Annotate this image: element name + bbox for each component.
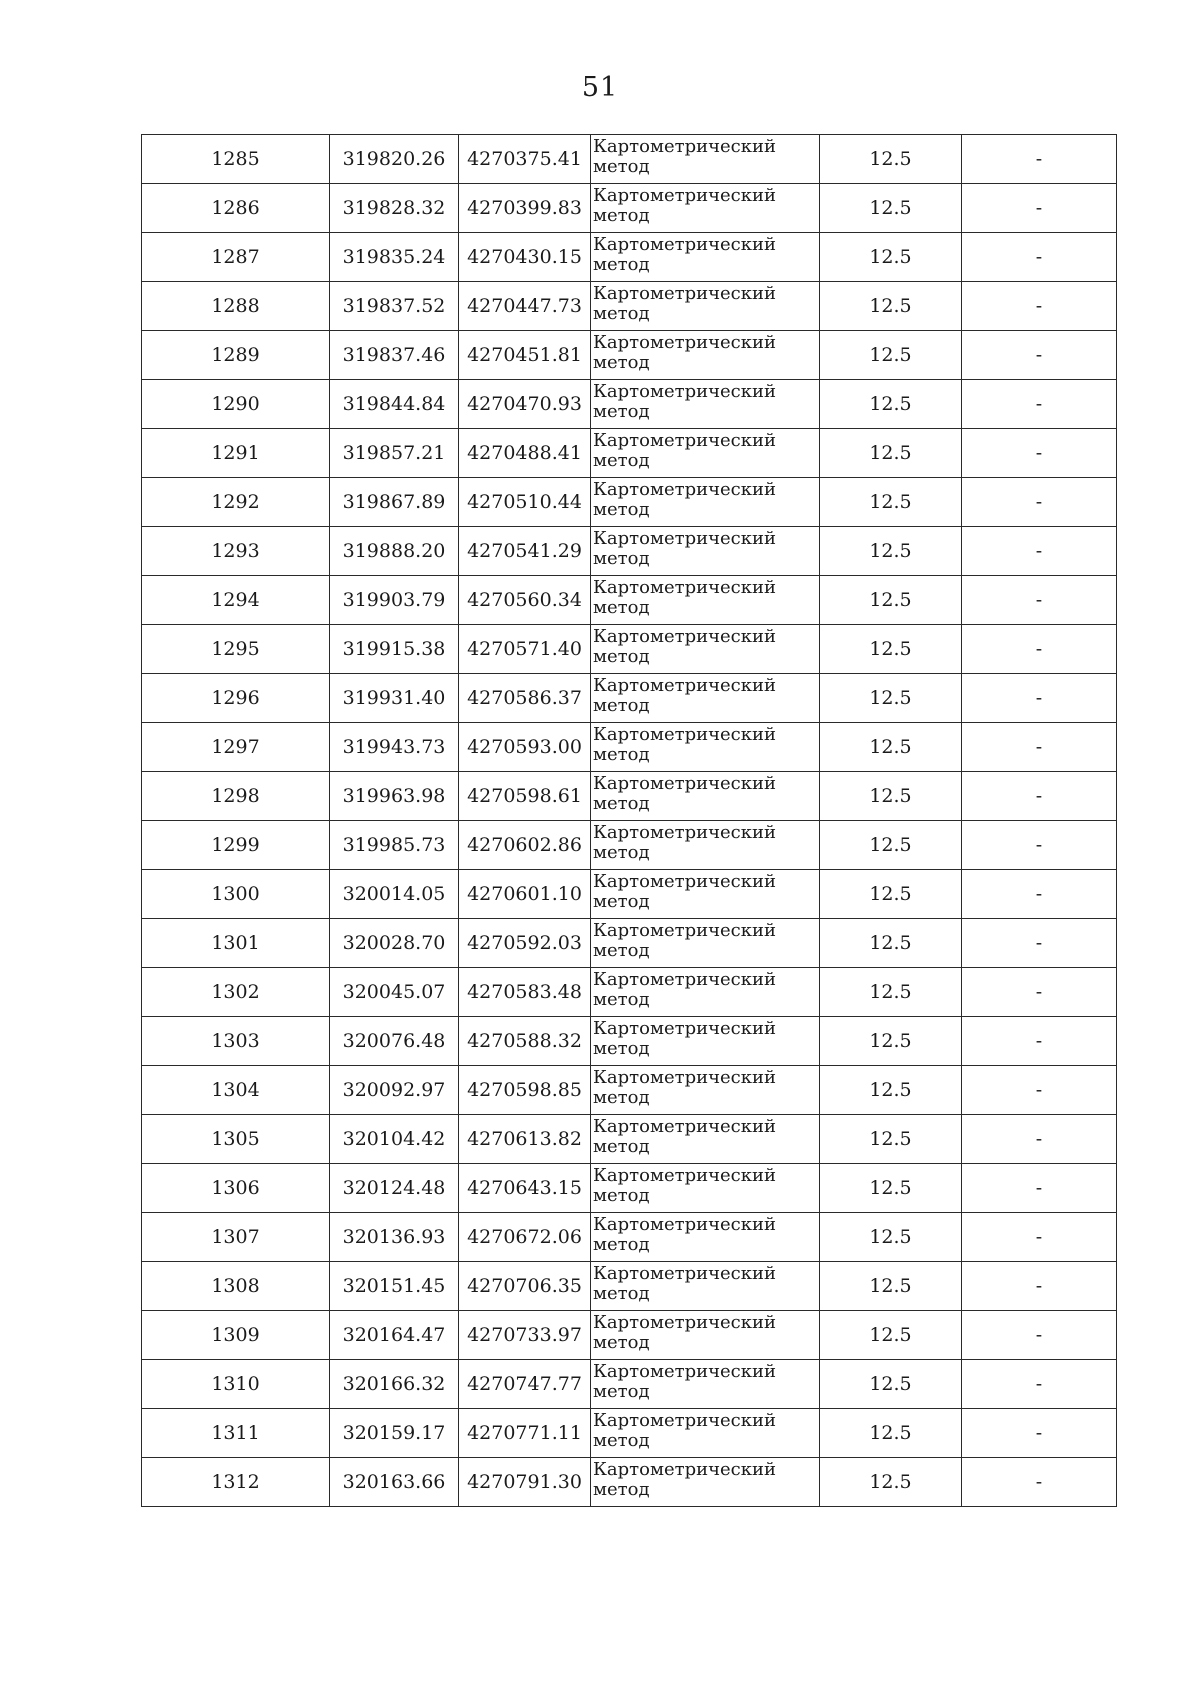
accuracy-cell: 12.5 — [820, 135, 962, 184]
table-row — [142, 380, 1117, 429]
accuracy-cell: 12.5 — [820, 1066, 962, 1115]
method-cell: Картометрический метод — [591, 1262, 820, 1311]
note-cell: - — [962, 233, 1117, 282]
method-cell: Картометрический метод — [591, 772, 820, 821]
method-cell: Картометрический метод — [591, 527, 820, 576]
method-cell: Картометрический метод — [591, 919, 820, 968]
table-row — [142, 1213, 1117, 1262]
method-cell: Картометрический метод — [591, 1458, 820, 1507]
method-cell: Картометрический метод — [591, 723, 820, 772]
y-coordinate-cell: 4270643.15 — [459, 1164, 591, 1213]
note-cell: - — [962, 478, 1117, 527]
y-coordinate-cell: 4270771.11 — [459, 1409, 591, 1458]
table-row — [142, 674, 1117, 723]
method-cell: Картометрический метод — [591, 429, 820, 478]
point-number-cell: 1307 — [142, 1213, 330, 1262]
accuracy-cell: 12.5 — [820, 1409, 962, 1458]
note-cell: - — [962, 1164, 1117, 1213]
method-cell: Картометрический метод — [591, 625, 820, 674]
y-coordinate-cell: 4270470.93 — [459, 380, 591, 429]
table-row — [142, 821, 1117, 870]
x-coordinate-cell: 320045.07 — [330, 968, 459, 1017]
point-number-cell: 1304 — [142, 1066, 330, 1115]
y-coordinate-cell: 4270375.41 — [459, 135, 591, 184]
accuracy-cell: 12.5 — [820, 870, 962, 919]
note-cell: - — [962, 1066, 1117, 1115]
point-number-cell: 1298 — [142, 772, 330, 821]
y-coordinate-cell: 4270613.82 — [459, 1115, 591, 1164]
note-cell: - — [962, 1409, 1117, 1458]
accuracy-cell: 12.5 — [820, 723, 962, 772]
method-cell: Картометрический метод — [591, 1213, 820, 1262]
table-row — [142, 478, 1117, 527]
method-cell: Картометрический метод — [591, 674, 820, 723]
y-coordinate-cell: 4270488.41 — [459, 429, 591, 478]
table-row — [142, 282, 1117, 331]
table-row — [142, 1311, 1117, 1360]
x-coordinate-cell: 320136.93 — [330, 1213, 459, 1262]
x-coordinate-cell: 319835.24 — [330, 233, 459, 282]
accuracy-cell: 12.5 — [820, 772, 962, 821]
table-row — [142, 870, 1117, 919]
method-cell: Картометрический метод — [591, 968, 820, 1017]
table-row — [142, 1115, 1117, 1164]
x-coordinate-cell: 320164.47 — [330, 1311, 459, 1360]
x-coordinate-cell: 320124.48 — [330, 1164, 459, 1213]
point-number-cell: 1290 — [142, 380, 330, 429]
note-cell: - — [962, 1458, 1117, 1507]
table-row — [142, 429, 1117, 478]
y-coordinate-cell: 4270733.97 — [459, 1311, 591, 1360]
note-cell: - — [962, 1311, 1117, 1360]
accuracy-cell: 12.5 — [820, 968, 962, 1017]
method-cell: Картометрический метод — [591, 233, 820, 282]
point-number-cell: 1308 — [142, 1262, 330, 1311]
table-row — [142, 968, 1117, 1017]
method-cell: Картометрический метод — [591, 1164, 820, 1213]
table-row — [142, 1017, 1117, 1066]
table-row — [142, 527, 1117, 576]
point-number-cell: 1302 — [142, 968, 330, 1017]
x-coordinate-cell: 319931.40 — [330, 674, 459, 723]
point-number-cell: 1296 — [142, 674, 330, 723]
note-cell: - — [962, 772, 1117, 821]
method-cell: Картометрический метод — [591, 184, 820, 233]
x-coordinate-cell: 319985.73 — [330, 821, 459, 870]
accuracy-cell: 12.5 — [820, 1213, 962, 1262]
accuracy-cell: 12.5 — [820, 282, 962, 331]
accuracy-cell: 12.5 — [820, 1115, 962, 1164]
table-row — [142, 576, 1117, 625]
note-cell: - — [962, 429, 1117, 478]
point-number-cell: 1299 — [142, 821, 330, 870]
y-coordinate-cell: 4270560.34 — [459, 576, 591, 625]
note-cell: - — [962, 184, 1117, 233]
accuracy-cell: 12.5 — [820, 331, 962, 380]
y-coordinate-cell: 4270592.03 — [459, 919, 591, 968]
point-number-cell: 1288 — [142, 282, 330, 331]
point-number-cell: 1311 — [142, 1409, 330, 1458]
point-number-cell: 1297 — [142, 723, 330, 772]
accuracy-cell: 12.5 — [820, 919, 962, 968]
x-coordinate-cell: 319844.84 — [330, 380, 459, 429]
table-row — [142, 184, 1117, 233]
x-coordinate-cell: 319915.38 — [330, 625, 459, 674]
accuracy-cell: 12.5 — [820, 1311, 962, 1360]
point-number-cell: 1287 — [142, 233, 330, 282]
y-coordinate-cell: 4270747.77 — [459, 1360, 591, 1409]
y-coordinate-cell: 4270588.32 — [459, 1017, 591, 1066]
accuracy-cell: 12.5 — [820, 233, 962, 282]
x-coordinate-cell: 320104.42 — [330, 1115, 459, 1164]
table-row — [142, 1360, 1117, 1409]
note-cell: - — [962, 1262, 1117, 1311]
accuracy-cell: 12.5 — [820, 1360, 962, 1409]
y-coordinate-cell: 4270583.48 — [459, 968, 591, 1017]
table-row — [142, 233, 1117, 282]
y-coordinate-cell: 4270541.29 — [459, 527, 591, 576]
point-number-cell: 1301 — [142, 919, 330, 968]
point-number-cell: 1303 — [142, 1017, 330, 1066]
point-number-cell: 1295 — [142, 625, 330, 674]
method-cell: Картометрический метод — [591, 331, 820, 380]
method-cell: Картометрический метод — [591, 478, 820, 527]
x-coordinate-cell: 320014.05 — [330, 870, 459, 919]
accuracy-cell: 12.5 — [820, 478, 962, 527]
x-coordinate-cell: 320028.70 — [330, 919, 459, 968]
x-coordinate-cell: 320076.48 — [330, 1017, 459, 1066]
accuracy-cell: 12.5 — [820, 674, 962, 723]
point-number-cell: 1310 — [142, 1360, 330, 1409]
method-cell: Картометрический метод — [591, 1115, 820, 1164]
method-cell: Картометрический метод — [591, 1066, 820, 1115]
x-coordinate-cell: 320151.45 — [330, 1262, 459, 1311]
point-number-cell: 1300 — [142, 870, 330, 919]
point-number-cell: 1293 — [142, 527, 330, 576]
note-cell: - — [962, 1213, 1117, 1262]
accuracy-cell: 12.5 — [820, 821, 962, 870]
x-coordinate-cell: 320159.17 — [330, 1409, 459, 1458]
x-coordinate-cell: 319943.73 — [330, 723, 459, 772]
note-cell: - — [962, 919, 1117, 968]
x-coordinate-cell: 319828.32 — [330, 184, 459, 233]
y-coordinate-cell: 4270430.15 — [459, 233, 591, 282]
method-cell: Картометрический метод — [591, 282, 820, 331]
page-number: 51 — [581, 72, 619, 103]
note-cell: - — [962, 380, 1117, 429]
point-number-cell: 1312 — [142, 1458, 330, 1507]
point-number-cell: 1306 — [142, 1164, 330, 1213]
note-cell: - — [962, 968, 1117, 1017]
y-coordinate-cell: 4270571.40 — [459, 625, 591, 674]
accuracy-cell: 12.5 — [820, 576, 962, 625]
method-cell: Картометрический метод — [591, 1409, 820, 1458]
y-coordinate-cell: 4270602.86 — [459, 821, 591, 870]
method-cell: Картометрический метод — [591, 870, 820, 919]
accuracy-cell: 12.5 — [820, 1458, 962, 1507]
x-coordinate-cell: 320163.66 — [330, 1458, 459, 1507]
point-number-cell: 1285 — [142, 135, 330, 184]
y-coordinate-cell: 4270598.85 — [459, 1066, 591, 1115]
y-coordinate-cell: 4270399.83 — [459, 184, 591, 233]
method-cell: Картометрический метод — [591, 821, 820, 870]
table-row — [142, 1409, 1117, 1458]
accuracy-cell: 12.5 — [820, 527, 962, 576]
table-row — [142, 1164, 1117, 1213]
table-row — [142, 1458, 1117, 1507]
y-coordinate-cell: 4270672.06 — [459, 1213, 591, 1262]
note-cell: - — [962, 527, 1117, 576]
point-number-cell: 1294 — [142, 576, 330, 625]
point-number-cell: 1309 — [142, 1311, 330, 1360]
table-row — [142, 919, 1117, 968]
note-cell: - — [962, 870, 1117, 919]
accuracy-cell: 12.5 — [820, 1262, 962, 1311]
accuracy-cell: 12.5 — [820, 429, 962, 478]
note-cell: - — [962, 1360, 1117, 1409]
note-cell: - — [962, 1017, 1117, 1066]
table-row — [142, 1066, 1117, 1115]
x-coordinate-cell: 320166.32 — [330, 1360, 459, 1409]
x-coordinate-cell: 319837.46 — [330, 331, 459, 380]
note-cell: - — [962, 821, 1117, 870]
x-coordinate-cell: 319820.26 — [330, 135, 459, 184]
x-coordinate-cell: 319888.20 — [330, 527, 459, 576]
x-coordinate-cell: 319903.79 — [330, 576, 459, 625]
table-row — [142, 331, 1117, 380]
accuracy-cell: 12.5 — [820, 1017, 962, 1066]
table-row — [142, 135, 1117, 184]
x-coordinate-cell: 320092.97 — [330, 1066, 459, 1115]
y-coordinate-cell: 4270601.10 — [459, 870, 591, 919]
note-cell: - — [962, 674, 1117, 723]
note-cell: - — [962, 1115, 1117, 1164]
note-cell: - — [962, 282, 1117, 331]
y-coordinate-cell: 4270510.44 — [459, 478, 591, 527]
note-cell: - — [962, 625, 1117, 674]
x-coordinate-cell: 319837.52 — [330, 282, 459, 331]
table-body — [142, 135, 1117, 1507]
y-coordinate-cell: 4270791.30 — [459, 1458, 591, 1507]
y-coordinate-cell: 4270593.00 — [459, 723, 591, 772]
y-coordinate-cell: 4270447.73 — [459, 282, 591, 331]
point-number-cell: 1286 — [142, 184, 330, 233]
note-cell: - — [962, 135, 1117, 184]
table-row — [142, 723, 1117, 772]
point-number-cell: 1291 — [142, 429, 330, 478]
y-coordinate-cell: 4270598.61 — [459, 772, 591, 821]
table-row — [142, 1262, 1117, 1311]
method-cell: Картометрический метод — [591, 1017, 820, 1066]
y-coordinate-cell: 4270706.35 — [459, 1262, 591, 1311]
method-cell: Картометрический метод — [591, 135, 820, 184]
x-coordinate-cell: 319963.98 — [330, 772, 459, 821]
note-cell: - — [962, 576, 1117, 625]
accuracy-cell: 12.5 — [820, 184, 962, 233]
accuracy-cell: 12.5 — [820, 1164, 962, 1213]
table-row — [142, 772, 1117, 821]
note-cell: - — [962, 331, 1117, 380]
method-cell: Картометрический метод — [591, 1311, 820, 1360]
accuracy-cell: 12.5 — [820, 625, 962, 674]
method-cell: Картометрический метод — [591, 380, 820, 429]
point-number-cell: 1305 — [142, 1115, 330, 1164]
accuracy-cell: 12.5 — [820, 380, 962, 429]
point-number-cell: 1292 — [142, 478, 330, 527]
method-cell: Картометрический метод — [591, 1360, 820, 1409]
x-coordinate-cell: 319857.21 — [330, 429, 459, 478]
y-coordinate-cell: 4270586.37 — [459, 674, 591, 723]
table-row — [142, 625, 1117, 674]
point-number-cell: 1289 — [142, 331, 330, 380]
coordinates-table — [141, 134, 1117, 1507]
method-cell: Картометрический метод — [591, 576, 820, 625]
x-coordinate-cell: 319867.89 — [330, 478, 459, 527]
note-cell: - — [962, 723, 1117, 772]
y-coordinate-cell: 4270451.81 — [459, 331, 591, 380]
